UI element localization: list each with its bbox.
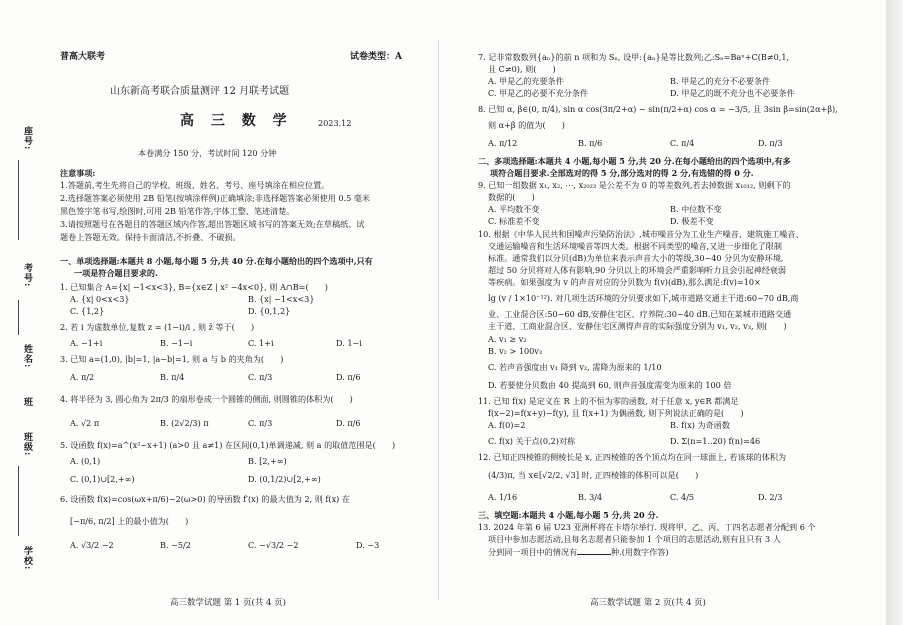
q12-option-d: D. 2/3 (758, 492, 783, 502)
q10-option-b: B. v₂ > 100v₃ (488, 346, 543, 356)
q4-option-a: A. √2 π (70, 418, 100, 428)
q11-option-d: D. Σ(n=1..20) f(n)=46 (670, 436, 761, 446)
note-line: 题卷上答题无效。保持卡面清洁,不折叠、不破损。 (60, 232, 241, 242)
q3-option-d: D. π/6 (336, 372, 361, 382)
section1-heading: 一、单项选择题:本题共 8 小题,每小题 5 分,共 40 分.在每小题给出的四个选项中,只有 (60, 256, 373, 266)
exam-no-line (18, 300, 19, 335)
q6-option-c: C. −√3/2 −2 (248, 540, 299, 550)
note-line: 3.请按照题号在各题目的答题区域内作答,超出答题区域书写的答案无效;在草稿纸、试 (60, 219, 365, 229)
q9-option-d: D. 极差不变 (670, 216, 714, 226)
section2-heading: 二、多项选择题:本题共 4 小题,每小题 5 分,共 20 分.在每小题给出的四个选项中,有多 (478, 156, 791, 166)
q4-stem: 4. 将半径为 3, 圆心角为 2π/3 的扇形卷成一个圆锥的侧面, 则圆锥的体积为( ) (60, 394, 353, 404)
q5-option-d: D. (0,1/2)∪[2,+∞) (248, 474, 321, 484)
seat-label: 座号: (22, 125, 32, 151)
section2-heading-2: 项符合题目要求.全部选对的得 5 分,部分选对的得 2 分,有选错的得 0 分. (490, 168, 754, 178)
q4-option-b: B. (2√2/3) π (160, 418, 209, 428)
q8-option-d: D. π/3 (758, 138, 783, 148)
q12-stem: 12. 已知正四棱锥的侧棱长是 x, 正四棱锥的各个顶点均在同一球面上, 若该球的体积为 (478, 452, 787, 462)
q10-option-c: C. 若声音强度由 v₁ 降到 v₂, 需降为原来的 1/10 (488, 362, 662, 372)
q8-stem: 8. 已知 α, β∈(0, π/4), sin α cos(3π/2+α) − sin(π/2+α) cos α = −3/5, 且 3sin β=sin(2α+β), (478, 104, 838, 114)
q5-stem: 5. 设函数 f(x)=a^(x²−x+1) (a>0 且 a≠1) 在区间(0,1)单调递减, 则 a 的取值范围是( ) (60, 440, 396, 450)
q6-stem: 6. 设函数 f(x)=cos(ωx+π/6)−2(ω>0) 的导函数 f′(x) 的最大值为 2, 则 f(x) 在 (60, 494, 350, 504)
q5-option-c: C. (0,1)∪[2,+∞) (70, 474, 135, 484)
seat-line (18, 160, 19, 240)
q3-option-c: C. π/3 (248, 372, 273, 382)
q10-line: 超过 50 分贝将对人体有影响,90 分贝以上的环境会严重影响听力且会引起神经衰弱 (488, 265, 786, 275)
binding-margin (0, 0, 38, 625)
q2-stem: 2. 若 i 为虚数单位,复数 z = (1−i)/i , 则 z̄ 等于( ) (60, 322, 255, 332)
q1-option-a: A. {x| 0<x<3} (70, 294, 130, 304)
q10-line: 交通运输噪音和生活环境噪音等四大类。根据不同类型的噪音,又进一步细化了限制 (488, 241, 782, 251)
notes-heading: 注意事项: (60, 168, 96, 178)
q3-stem: 3. 已知 a=(1,0), |b|=1, |a−b|=1, 则 a 与 b 的夹角为( ) (60, 354, 284, 364)
q1-option-d: D. {0,1,2} (248, 306, 291, 316)
q7-option-b: B. 甲是乙的充分不必要条件 (670, 76, 771, 86)
q8-option-b: B. π/6 (578, 138, 603, 148)
exam-title: 山东新高考联合质量测评 12 月联考试题 (110, 86, 290, 97)
section3-heading: 三、填空题:本题共 4 小题,每小题 5 分,共 20 分. (478, 510, 659, 520)
q3-option-b: B. π/4 (160, 372, 185, 382)
q1-option-b: B. {x| −1<x<3} (248, 294, 315, 304)
q2-option-a: A. −1+i (70, 338, 103, 348)
q10-line: 10. 根据《中华人民共和国噪声污染防治法》,城市噪音分为工业生产噪音、建筑施工噪音、 (478, 229, 804, 239)
q5-option-a: A. (0,1) (70, 456, 101, 466)
q11-option-a: A. f(0)=2 (488, 420, 526, 430)
q2-option-d: D. 1−i (336, 338, 362, 348)
q1-option-c: C. {1,2} (70, 306, 105, 316)
exam-no-label: 考号: (22, 262, 32, 288)
q12-stem-2: (4/3)π, 当 x∈[√2/2, √3] 时, 正四棱锥的体积可以是( ) (488, 470, 699, 480)
school-label: 学校: (22, 545, 32, 571)
q4-option-d: D. π/6 (336, 418, 361, 428)
q9-stem: 9. 已知一组数据 x₁, x₂, ⋯, x₂₀₂₃ 是公差不为 0 的等差数列,若去掉数据 x₁₀₁₂, 则剩下的 (478, 180, 791, 190)
q12-option-b: B. 3/4 (578, 492, 603, 502)
page-edge-shadow (886, 0, 903, 625)
q10-line: 主干道、工商业混合区、安静住宅区测得声音的实际强度分别为 v₁, v₂, v₃, 则( ) (488, 321, 787, 331)
paper-type: 试卷类型：A (350, 52, 402, 62)
q12-option-a: A. 1/16 (488, 492, 518, 502)
name-label: 姓名: (22, 343, 32, 369)
note-line: 1.答题前,考生先将自己的学校、班级、姓名、考号、座号填涂在相应位置。 (60, 180, 330, 190)
q8-option-a: A. π/12 (488, 138, 518, 148)
q11-stem: 11. 已知 f(x) 是定义在 R 上的不恒为零的函数, 对于任意 x, y∈R 都满足 (478, 396, 739, 406)
answer-blank[interactable] (577, 546, 611, 555)
page-2 (478, 0, 836, 625)
q10-line: 业、工业混合区:50~60 dB,安静住宅区、疗养院:30~40 dB.已知在某城市道路交通 (488, 309, 792, 319)
q2-option-c: C. 1+i (248, 338, 274, 348)
exam-date: 2023.12 (318, 118, 352, 128)
q8-option-c: C. π/4 (670, 138, 695, 148)
note-line: 黑色签字笔书写,绘图时,可用 2B 铅笔作答,字体工整、笔迹清楚。 (60, 206, 295, 216)
q11-option-c: C. f(x) 关于点(0,2)对称 (488, 436, 576, 446)
q10-option-d: D. 若要使分贝数由 40 提高到 60, 则声音强度需变为原来的 100 倍 (488, 380, 732, 390)
grade-line (18, 466, 19, 536)
q7-stem-2: 且 C≠0), 则( ) (488, 64, 556, 74)
q9-stem-2: 数据的( ) (488, 192, 535, 202)
q11-stem-2: f(x−2)=f(x+y)−f(y), 且 f(x+1) 为偶函数, 则下列说法正确的是( ) (488, 408, 744, 418)
page-1-footer: 高三数学试题 第 1 页(共 4 页) (170, 598, 286, 608)
q6-option-a: A. √3/2 −2 (70, 540, 114, 550)
q2-option-b: B. −1−i (160, 338, 193, 348)
q9-option-a: A. 平均数不变 (488, 204, 540, 214)
grade-label: 班级: (22, 431, 32, 457)
q7-option-a: A. 甲是乙的充要条件 (488, 76, 564, 86)
q5-option-b: B. [2,+∞) (248, 456, 287, 466)
subject-title: 高 三 数 学 (180, 113, 293, 129)
section1-heading-2: 一项是符合题目要求的. (74, 268, 158, 278)
q7-option-c: C. 甲是乙的必要不充分条件 (488, 88, 589, 98)
q13-line: 项目中参加志愿活动,且每名志愿者只能参加 1 个项目的志愿活动,则有且只有 3 人 (488, 534, 781, 544)
q8-stem-2: 则 α+β 的值为( ) (488, 120, 565, 130)
q3-option-a: A. π/2 (70, 372, 95, 382)
q13-last-line (488, 546, 669, 558)
q12-option-c: C. 4/5 (670, 492, 695, 502)
q11-option-b: B. f(x) 为奇函数 (670, 420, 730, 430)
q13-line: 13. 2024 年第 6 届 U23 亚洲杯将在卡塔尔举行. 现将甲、乙、丙、丁四名志愿者分配到 6 个 (478, 522, 816, 532)
q6-stem-2: [−π/6, π/2] 上的最小值为( ) (70, 516, 189, 526)
score-time: 本卷满分 150 分，考试时间 120 分钟 (138, 148, 277, 158)
q1-stem: 1. 已知集合 A={x| −1<x<3}, B={x∈Z | x² −4x<0}, 则 A∩B=( ) (60, 282, 328, 292)
q6-option-b: B. −5/2 (160, 540, 191, 550)
q4-option-c: C. π/3 (248, 418, 273, 428)
q10-option-a: A. v₁ ≥ v₂ (488, 334, 527, 344)
q6-option-d: D. −3 (356, 540, 380, 550)
page-1 (60, 0, 405, 625)
note-line: 2.选择题答案必须使用 2B 铅笔(按填涂样例)正确填涂;非选择题答案必须使用 0.5 毫米 (60, 193, 371, 203)
q10-line: lg (v / 1×10⁻¹²). 对几项生活环境的分贝要求如下,城市道路交通主干道:60~70 dB,商 (488, 293, 799, 303)
q13-last-text-b: 种.(用数字作答) (611, 547, 669, 557)
column-divider (438, 40, 439, 600)
q9-option-b: B. 中位数不变 (670, 204, 722, 214)
q7-option-d: D. 甲是乙的既不充分也不必要条件 (670, 88, 795, 98)
class-mark: 班 (22, 397, 32, 407)
page-2-footer: 高三数学试题 第 2 页(共 4 页) (590, 598, 706, 608)
q13-last-text-a: 分到同一项目中的情况有 (488, 547, 578, 557)
q7-stem: 7. 记非常数数列{aₙ}的前 n 项和为 Sₙ, 设甲:{aₙ}是等比数列;乙:Sₙ=Baⁿ+C(B≠0,1, (478, 52, 790, 62)
union-label: 普高大联考 (60, 52, 106, 62)
q10-line: 标准。通常我们以分贝(dB)为单位来表示声音大小的等级,30~40 分贝为安静环境, (488, 253, 784, 263)
q10-line: 等疾病。如果强度为 v 的声音对应的分贝数为 f(v)(dB),那么满足:f(v)=10× (488, 277, 761, 287)
q9-option-c: C. 标准差不变 (488, 216, 540, 226)
